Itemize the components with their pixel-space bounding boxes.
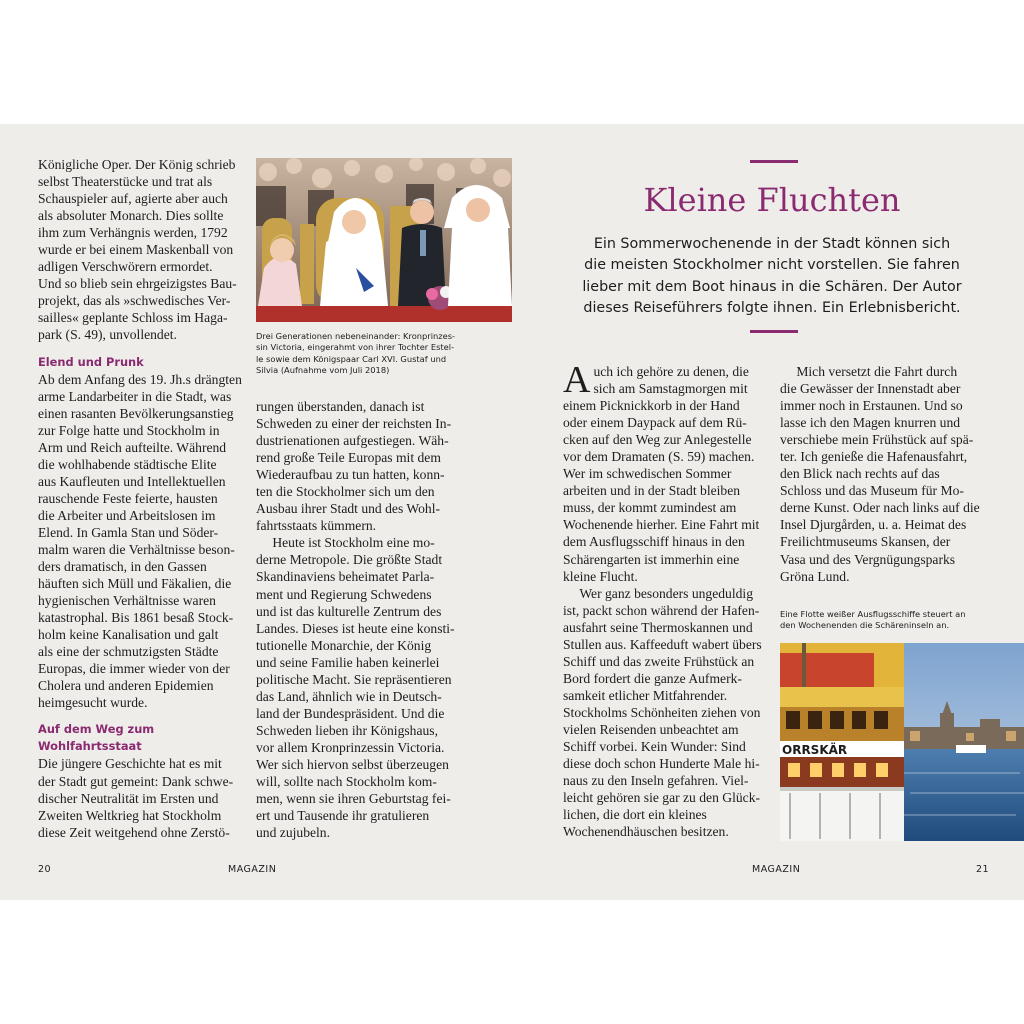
text-line: Schloss und das Museum für Mo- [780, 483, 964, 499]
text-line: cken auf den Weg zur Anlegestelle [563, 432, 752, 448]
page-number-left: 20 [38, 864, 52, 875]
text-line: arbeiten und in der Stadt bleiben [563, 483, 741, 499]
text-line: projekt, das als »schwedisches Ver- [38, 293, 231, 309]
text-line: Stullen aus. Kaffeeduft wabert übers [563, 636, 762, 652]
text-line: Heute ist Stockholm eine mo- [272, 535, 435, 551]
intro-paragraph [38, 156, 244, 344]
right-column-1 [563, 359, 771, 840]
text-line: Wer sich hiervon selbst überzeugen [256, 756, 449, 772]
title-rule-top [750, 160, 798, 163]
text-line: Silvia (Aufnahme vom Juli 2018) [256, 364, 390, 375]
text-line: Bord fordert die ganze Aufmerk- [563, 670, 742, 686]
text-line: derne Metropole. Die größte Stadt [256, 552, 443, 568]
col4-paragraph-1 [780, 363, 994, 585]
text-line: Elend. In Gamla Stan und Söder- [38, 524, 219, 540]
royal-family-photo-image [256, 158, 512, 322]
text-line: den Blick nach rechts auf das [780, 466, 940, 482]
text-line: Schweden zu einer der reichsten In- [256, 416, 452, 432]
text-line: ihm zum Verhängnis werden, 1792 [38, 225, 228, 241]
text-line: Freilichtmuseums Skansen, der [780, 534, 951, 550]
text-line: dieses Reiseführers folgte ihnen. Ein Erlebnisbericht. [583, 299, 961, 316]
text-line: ten die Stockholmer sich um den [256, 484, 435, 500]
text-line: adligen Verschwörern ermordet. [38, 259, 213, 275]
text-line: sin Victoria, eingerahmt von ihrer Tochter Estel- [256, 342, 455, 353]
text-line: tutionelle Monarchie, der König [256, 637, 432, 653]
text-line: Ein Sommerwochenende in der Stadt können sich [593, 236, 951, 252]
boat-photo-caption [780, 609, 1000, 632]
col2-paragraph-2 [256, 534, 462, 841]
text-line: der Stadt gut gemeint: Dank schwe- [38, 773, 234, 789]
text-line: Landes. Dieses ist heute eine konsti- [256, 620, 455, 636]
right-column-2 [780, 363, 994, 585]
text-line: selbst Theaterstücke und trat als [38, 174, 213, 190]
boat-photo [780, 643, 1024, 841]
left-column-2 [256, 398, 462, 841]
text-line: ment und Regierung Schwedens [256, 586, 432, 602]
text-line: immer noch in Erstaunen. Und so [780, 398, 963, 414]
col3-paragraph-1 [563, 359, 771, 585]
text-line: Wochenendhäuschen besitzen. [563, 824, 729, 840]
text-line: lasse ich den Magen knurren und [780, 415, 961, 431]
royal-photo-caption [256, 331, 512, 376]
text-line: holm keine Kanalisation und galt [38, 627, 219, 643]
text-line: derne Kunst. Oder nach links auf die [780, 500, 980, 516]
text-line: die meisten Stockholmer nicht vorstellen. Sie fahren [584, 257, 960, 274]
text-line: vor allem Kronprinzessin Victoria. [256, 739, 445, 755]
text-line: sich am Samstagmorgen mit [593, 381, 748, 397]
text-line: heimgesucht wurde. [38, 695, 148, 711]
text-line: rend große Teile Europas mit dem [256, 450, 441, 466]
text-line: arme Landarbeiter in die Stadt, was [38, 388, 232, 404]
heading-wohlfahrtsstaat: Auf dem Weg zum Wohlfahrtsstaat [38, 722, 155, 754]
text-line: Mich versetzt die Fahrt durch [796, 364, 958, 379]
text-line: und ist das kulturelle Zentrum des [256, 603, 442, 619]
title-rule-bottom [750, 330, 798, 333]
article-title: Kleine Fluchten [643, 181, 901, 219]
text-line: leicht gehören sie gar zu den Glück- [563, 790, 761, 806]
text-line: lichen, die dort ein kleines [563, 807, 707, 823]
text-line: dustrienationen aufgestiegen. Wäh- [256, 433, 449, 449]
text-line: und zujubeln. [256, 825, 330, 841]
text-line: den Wochenenden die Schäreninseln an. [780, 620, 950, 631]
text-line: Königliche Oper. Der König schrieb [38, 157, 236, 172]
text-line: katastrophal. Bis 1861 besaß Stock- [38, 610, 234, 626]
text-line: lieber mit dem Boot hinaus in die Schären. Der Autor [582, 278, 962, 295]
text-line: Schärengarten ist immerhin eine [563, 551, 740, 567]
col3-paragraph-2 [563, 585, 771, 841]
text-line: Ausbau ihrer Stadt und des Wohl- [256, 501, 441, 517]
text-line: Schiff vorbei. Kein Wunder: Sind [563, 739, 746, 755]
text-line: die Arbeiter und Arbeitslosen im [38, 507, 216, 523]
text-line: Und so blieb sein ehrgeizigstes Bau- [38, 276, 237, 292]
text-line: park (S. 49), unvollendet. [38, 327, 177, 343]
text-line: die Gewässer der Innenstadt aber [780, 381, 961, 397]
text-line: Cholera und anderen Epidemien [38, 678, 214, 694]
text-line: Schauspieler auf, agierte aber auch [38, 191, 228, 207]
text-line: einem Picknickkorb in der Hand [563, 398, 740, 414]
page-number-right: 21 [976, 864, 990, 875]
text-line: Wiederaufbau zu tun hatten, konn- [256, 467, 445, 483]
text-line: Drei Generationen nebeneinander: Kronprinzes- [256, 331, 456, 341]
text-line: wurde er bei einem Maskenball von [38, 242, 234, 258]
text-line: Arm und Reich aufteilte. Während [38, 439, 227, 455]
text-line: sailles« geplante Schloss im Haga- [38, 310, 228, 326]
text-line: oder einem Daypack auf dem Rü- [563, 415, 747, 431]
text-line: als absoluter Monarch. Dies sollte [38, 208, 224, 224]
text-line: discher Neutralität im Ersten und [38, 790, 219, 806]
text-line: dem Ausflugsschiff hinaus in den [563, 534, 745, 550]
text-line: fahrtsstaats kümmern. [256, 518, 377, 534]
article-lead [562, 234, 982, 319]
text-line: das Land, ähnlich wie in Deutsch- [256, 688, 442, 704]
text-line: naus zu den Inseln gefahren. Viel- [563, 773, 749, 789]
col2-paragraph-1 [256, 398, 462, 534]
text-line: Die jüngere Geschichte hat es mit [38, 756, 222, 772]
text-line: uch ich gehöre zu denen, die [593, 364, 749, 379]
text-line: aus Kaufleuten und Intellektuellen [38, 473, 226, 489]
text-line: Stockholms Schönheiten ziehen von [563, 704, 761, 720]
text-line: die wohlhabende städtische Elite [38, 456, 217, 472]
text-line: Europas, die immer wieder von der [38, 661, 230, 677]
text-line: rungen überstanden, danach ist [256, 399, 425, 414]
text-line: als eine der schmutzigsten Städte [38, 644, 219, 660]
text-line: muss, der kommt zumindest am [563, 500, 737, 516]
text-line: malm waren die Verhältnisse beson- [38, 541, 235, 557]
text-line: Vasa und des Vergnügungsparks [780, 551, 956, 567]
col3-paragraph-1-lead [563, 359, 771, 401]
text-line: ter. Ich genieße die Hafenausfahrt, [780, 449, 968, 465]
text-line: Ab dem Anfang des 19. Jh.s drängten [38, 371, 242, 387]
text-line: kleine Flucht. [563, 568, 638, 584]
text-line: samkeit etlicher Mitfahrender. [563, 687, 728, 703]
running-footer-right: MAGAZIN [752, 864, 801, 875]
text-line: will, sollte nach Stockholm kom- [256, 774, 437, 790]
text-line: Wer im schwedischen Sommer [563, 466, 732, 482]
text-line: hygienischen Verhältnisse waren [38, 593, 216, 609]
text-line: Schiff und das zweite Frühstück an [563, 653, 755, 669]
col3-paragraph-1-rest [563, 397, 771, 585]
text-line: vielen Reisenden unbeachtet am [563, 721, 739, 737]
text-line: ders dramatisch, in den Gassen [38, 559, 207, 575]
boat-photo-image [780, 643, 1024, 841]
text-line: le sowie dem Königspaar Carl XVI. Gustaf und [256, 353, 447, 364]
heading-elend-und-prunk: Elend und Prunk [38, 354, 144, 369]
text-line: Insel Djurgården, u. a. Heimat des [780, 517, 967, 533]
text-line: Wochenende hierher. Eine Fahrt mit [563, 517, 760, 533]
text-line: Skandinaviens beheimatet Parla- [256, 569, 435, 585]
text-line: ausfahrt seine Thermoskannen und [563, 619, 753, 635]
text-line: zur Folge hatte und Stockholm in [38, 422, 220, 438]
text-line: einen rasanten Bevölkerungsanstieg [38, 405, 234, 421]
text-line: ist, packt schon während der Hafen- [563, 602, 760, 618]
text-line: Gröna Lund. [780, 568, 850, 584]
text-line: diese Zeit weitgehend ohne Zerstö- [38, 824, 230, 840]
running-footer-left: MAGAZIN [228, 864, 277, 875]
text-line: rauschende Feste feierte, hausten [38, 490, 218, 506]
left-column-1 [38, 156, 244, 841]
section-wohlfahrt-paragraph [38, 755, 244, 840]
royal-family-photo [256, 158, 512, 322]
text-line: Zweiten Weltkrieg hat Stockholm [38, 807, 222, 823]
section-elend-paragraph [38, 371, 244, 712]
text-line: Wer ganz besonders ungeduldig [579, 585, 753, 601]
text-line: diese doch schon Hunderte Male hi- [563, 756, 760, 772]
text-line: häuften sich Müll und Fäkalien, die [38, 576, 232, 592]
text-line: land der Bundespräsident. Und die [256, 705, 445, 721]
text-line: politische Macht. Sie repräsentieren [256, 671, 452, 687]
text-line: men, wenn sie ihren Geburtstag fei- [256, 791, 451, 807]
text-line: vor dem Dramaten (S. 59) machen. [563, 449, 755, 465]
text-line: und seine Familie haben keinerlei [256, 654, 440, 670]
text-line: verschiebe mein Frühstück auf spä- [780, 432, 974, 448]
drop-cap: A [563, 359, 591, 401]
text-line: ert und Tausende ihr gratulieren [256, 808, 430, 824]
boat-name-sign: ORRSKÄR [782, 743, 848, 757]
text-line: Eine Flotte weißer Ausflugsschiffe steuert an [780, 609, 966, 619]
text-line: Schweden lieben ihr Königshaus, [256, 722, 438, 738]
